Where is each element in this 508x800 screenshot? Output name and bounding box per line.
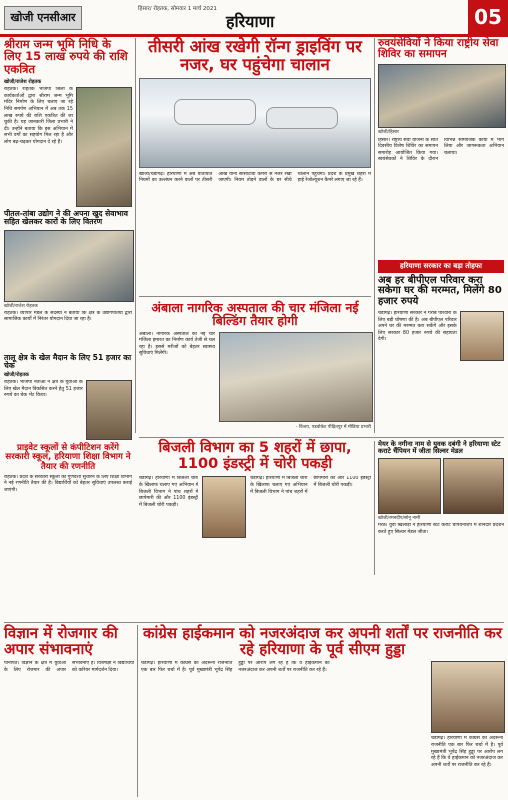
headline-hospital: अंबाला नागरिक अस्पताल की चार मंजिला नई बिल्डिंग तैयार होगी bbox=[151, 299, 359, 329]
cctv-photo bbox=[139, 78, 371, 168]
hospital-photo bbox=[219, 332, 373, 422]
article-body: रोहतक। भाजपा नेताओं ने क्षेत्र के युवाओं के लिए खेल मैदान विकसित करने हेतु 51 हजार रुपये का चेक भेंट किया। bbox=[4, 379, 83, 399]
article-body: रोहतक। रोहतक भाजपा जिला के कार्यकर्ताओं द्वारा श्रीराम जन्म भूमि मंदिर निर्माण के लिए चलाए जा रहे निधि समर्पण अभियान में अब तक 15 लाख रुपये की राशि एकत्रित की जा चुकी है। यह जानकारी जिला प्रभारी ने दी। उन्होंने बताया कि इस अभियान में सभी वर्गों का सहयोग मिल रहा है और लोग बढ़-चढ़कर योगदान दे रहे हैं। bbox=[4, 87, 73, 145]
karate-story bbox=[378, 441, 504, 563]
headline-science: विज्ञान में रोजगार की अपार संभावनाएं bbox=[4, 624, 118, 659]
divider bbox=[139, 296, 371, 297]
portrait-photo bbox=[443, 458, 504, 514]
article-body: पानीपत। विज्ञान के क्षेत्र में युवाओं के लिए रोजगार की अपार संभावनाएं हैं। विशेषज्ञों ने विद्यार्थियों को करियर मार्गदर्शन दिया। bbox=[4, 661, 134, 673]
article-body: रोहतक। प्रदेश के सरकारी स्कूलों की गुणवत्ता सुधारने के लिए शिक्षा विभाग ने नई रणनीति तैयार की है। विद्यार्थियों को बेहतर सुविधाएं उपलब्ध कराई जाएंगी। bbox=[4, 474, 132, 493]
center-column bbox=[139, 38, 371, 442]
byline: खोजी/रोहतक bbox=[4, 371, 29, 378]
photo-caption: खोजी/हिसार bbox=[378, 129, 399, 135]
hooda-story bbox=[141, 625, 504, 788]
electricity-story bbox=[139, 441, 371, 572]
headline-hooda: कांग्रेस हाईकमान को नजरअंदाज कर अपनी शर्तों पर राजनीति कर रहे हरियाणा के पूर्व सीएम हुड्डा bbox=[143, 624, 502, 659]
byline: खोजी/राजेश रोहतक bbox=[4, 79, 42, 86]
portrait-photo bbox=[431, 661, 505, 733]
group-photo bbox=[378, 64, 506, 128]
section-banner: हरियाणा सरकार का बड़ा तोहफा bbox=[378, 260, 504, 273]
article-body: चंडीगढ़। हरियाणा में कांग्रेस की अंदरूनी राजनीति एक बार फिर चर्चा में है। पूर्व मुख्यमंत्री भूपेंद्र सिंह हुड्डा पर आरोप लग रहे हैं कि वे हाईकमान को नजरअंदाज कर अपनी शर्तों पर राजनीति कर रहे हैं। bbox=[141, 661, 330, 673]
divider bbox=[4, 622, 504, 623]
portrait-photo bbox=[202, 476, 246, 538]
page-number: 05 bbox=[468, 0, 508, 34]
headline-nss: रुवयंसेवियों ने किया राष्ट्रीय सेवा शिविर का समापन bbox=[378, 37, 499, 61]
right-column bbox=[378, 38, 504, 407]
headline-schools: प्राइवेट स्कूलों से कंपीटिशन करेंगे सरकारी स्कूल, हरियाणा शिक्षा विभाग ने तैयार की रणनीति bbox=[5, 442, 131, 472]
headline-ram-mandir: श्रीराम जन्म भूमि निधि के लिए 15 लाख रुपये की राशि एकत्रित bbox=[4, 37, 128, 76]
article-body: चंडीगढ़। हरियाणा सरकार ने गरीब परिवारों के लिए बड़ी घोषणा की है। अब बीपीएल परिवार अपने घर की मरम्मत करा सकेंगे और इसके लिए सरकार 80 हजार रुपये की सहायता देगी। bbox=[378, 311, 457, 343]
masthead-date: हिसार/ रोहतक, सोमवार 1 मार्च 2021 bbox=[138, 6, 217, 12]
headline-electricity: बिजली विभाग का 5 शहरों में छापा, 1100 इंडस्ट्री में चोरी पकड़ी bbox=[158, 440, 352, 472]
section-title: हरियाणा bbox=[226, 12, 275, 31]
photo-caption: - विजय, एडवोकेट पीड़ितपुर में मीडिया प्रभारी bbox=[295, 424, 371, 430]
photo-caption: खोजी/राजेश रोहतक bbox=[4, 303, 38, 309]
column-divider bbox=[137, 625, 138, 797]
photo-caption: खोजी/रमनदीप/सोनू नामी bbox=[378, 516, 421, 522]
column-divider bbox=[135, 38, 136, 433]
article-body: चंडीगढ़। हरियाणा में कांग्रेस की अंदरूनी राजनीति एक बार फिर चर्चा में है। पूर्व मुख्यमंत्री भूपेंद्र सिंह हुड्डा पर आरोप लग रहे हैं कि वे हाईकमान को नजरअंदाज कर अपनी शर्तों पर राजनीति कर रहे हैं। bbox=[431, 736, 503, 768]
portrait-photo bbox=[378, 458, 441, 514]
column-divider bbox=[374, 441, 375, 575]
headline-industry: पीतल-तांबा उद्योग ने की अपना खुद सेवाभाव सहित खेलकर कारों के लिए वितरण bbox=[4, 209, 128, 227]
left-column bbox=[4, 38, 132, 578]
headline-karate: मेयर के नगीना नाम से युवक दबंगी ने हरियाणा स्टेट कराटे चैंपियन में जीता सिल्वर मेडल bbox=[378, 440, 501, 456]
article-body: अंबाला। नागरिक अस्पताल की नई चार मंजिला इमारत का निर्माण कार्य तेजी से चल रहा है। इससे मरीजों को बेहतर स्वास्थ्य सुविधाएं मिलेंगी। bbox=[139, 331, 215, 357]
article-body: रोहतक। व्यापार मंडल के सदस्यों ने बताया कि क्षेत्र के उद्योगपतियों द्वारा सामाजिक कार्यों में निरंतर योगदान दिया जा रहा है। bbox=[4, 310, 132, 323]
masthead bbox=[0, 0, 508, 37]
article-body: खोजी/चंडीगढ़। हरियाणा में अब यातायात नियमों का उल्लंघन करने वालों पर तीसरी आंख यानी सीसीटीवी कैमरों से नजर रखी जाएगी। नियम तोड़ने वालों के घर सीधे चालान पहुंचेगा। प्रदेश के प्रमुख शहरों में हाई रेजोल्यूशन कैमरे लगाए जा रहे हैं। bbox=[139, 171, 371, 184]
camera-shape bbox=[174, 99, 256, 125]
article-body: चंडीगढ़। हरियाणा में बिजली चोरी के खिलाफ चलाए गए अभियान में बिजली विभाग ने पांच शहरों में छापेमारी की और 1100 इंडस्ट्री में बिजली चोरी पकड़ी। bbox=[250, 476, 371, 495]
article-photo bbox=[86, 380, 132, 440]
science-story bbox=[4, 625, 134, 789]
camera-shape bbox=[266, 107, 338, 129]
article-body: मेरठ। युवा खिलाड़ी ने हरियाणा स्टेट कराटे चैंपियनशिप में शानदार प्रदर्शन करते हुए सिल्वर मेडल जीता। bbox=[378, 523, 504, 535]
article-body: चंडीगढ़। हरियाणा में बिजली चोरी के खिलाफ चलाए गए अभियान में बिजली विभाग ने पांच शहरों में छापेमारी की और 1100 इंडस्ट्री में बिजली चोरी पकड़ी। bbox=[139, 476, 199, 508]
group-photo bbox=[4, 230, 134, 302]
article-photo bbox=[76, 87, 132, 207]
article-body: हिसार। राष्ट्रीय सेवा योजना के सात दिवसीय विशेष शिविर का समापन समारोह आयोजित किया गया। स्वयंसेवकों ने शिविर के दौरान विभिन्न सामाजिक कार्यों में भाग लिया और जागरूकता अभियान चलाया। bbox=[378, 137, 504, 163]
divider bbox=[139, 437, 504, 438]
headline-cheque: तालू क्षेत्र के खेल मैदान के लिए 51 हजार का चेक bbox=[4, 352, 132, 370]
newspaper-name: खोजी एनसीआर bbox=[4, 6, 82, 30]
headline-cctv: तीसरी आंख रखेगी रॉन्ग ड्राइविंग पर नजर, घर पहुंचेगा चालान bbox=[148, 37, 362, 74]
headline-bpl: अब हर बीपीएल परिवार करा सकेगा घर की मरम्मत, मिलेंगे 80 हजार रुपये bbox=[378, 274, 502, 308]
column-divider bbox=[374, 38, 375, 433]
portrait-photo bbox=[460, 311, 504, 361]
